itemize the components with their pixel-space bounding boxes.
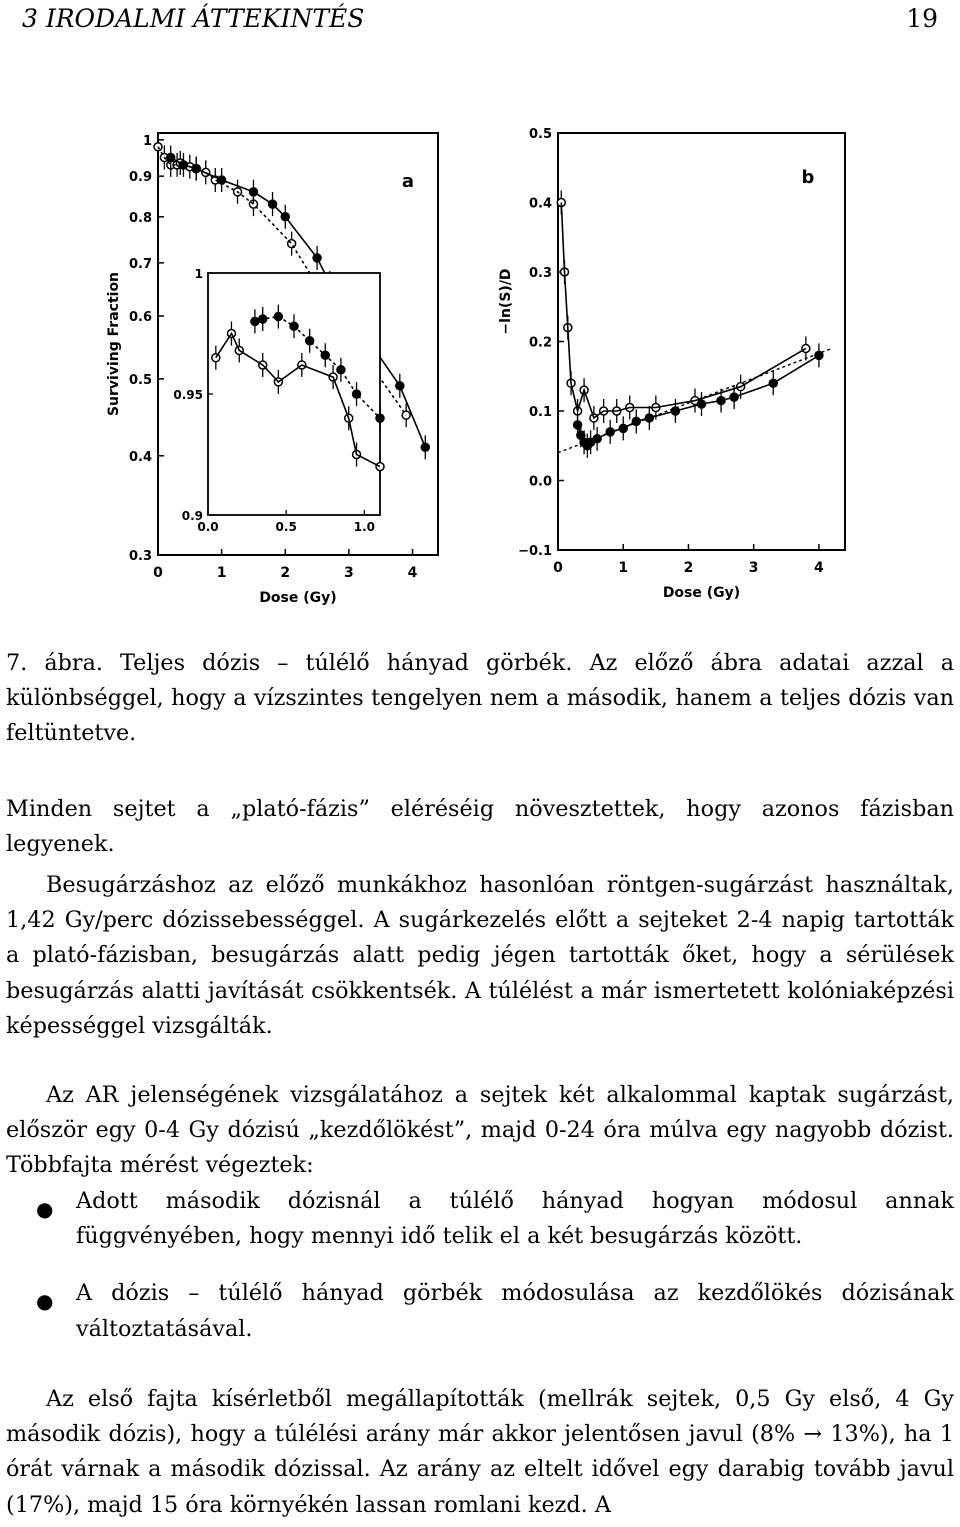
y-tick-label: 0.6 bbox=[128, 309, 152, 325]
y-axis-label: −ln(S)/D bbox=[498, 268, 514, 335]
y-tick-label: 0.3 bbox=[128, 549, 152, 564]
x-tick-label: 1 bbox=[216, 565, 227, 581]
running-head bbox=[22, 4, 938, 38]
y-axis-label: Surviving Fraction bbox=[106, 271, 122, 417]
y-tick-label: 1 bbox=[142, 133, 152, 149]
y-tick-label: 0.8 bbox=[128, 210, 152, 226]
bullet-list bbox=[6, 1184, 954, 1369]
series-filled-point bbox=[815, 351, 823, 359]
x-tick-label: 0 bbox=[553, 560, 563, 576]
series-open-point bbox=[154, 143, 162, 151]
inset-y-tick-label: 0.95 bbox=[173, 388, 203, 402]
series-open-point bbox=[288, 240, 296, 248]
bullet-icon: ● bbox=[36, 1289, 54, 1314]
y-tick-label: 0.1 bbox=[528, 405, 552, 420]
x-axis-label: Dose (Gy) bbox=[259, 590, 337, 606]
page-number: 19 bbox=[906, 4, 938, 33]
panel-label: a bbox=[401, 171, 415, 192]
y-tick-label: 0.4 bbox=[528, 196, 552, 212]
x-tick-label: 1 bbox=[618, 560, 629, 576]
figure-caption bbox=[6, 646, 954, 752]
paragraph-text: Minden sejtet a „plató-fázis” eléréséig növesztettek, hogy azonos fázisban legyenek. bbox=[6, 796, 954, 858]
inset-x-tick-label: 0.5 bbox=[275, 520, 297, 534]
x-tick-label: 2 bbox=[683, 560, 694, 576]
inset-y-tick-label: 1 bbox=[194, 267, 203, 281]
bullet-item bbox=[6, 1276, 954, 1346]
chart-a bbox=[100, 115, 450, 615]
y-tick-label: 0.7 bbox=[128, 256, 152, 272]
x-tick-label: 2 bbox=[280, 565, 291, 581]
bullet-icon: ● bbox=[36, 1197, 54, 1221]
paragraph bbox=[6, 1078, 954, 1184]
paragraph-text: Az első fajta kísérletből megállapították (mellrák sejtek, 0,5 Gy első, 4 Gy második dózis), hogy a túlélési arány már akkor jelentősen javul (8% → 13%), ha 1 órát várnak a második dózissal. Az arány az eltelt idővel egy darabig tovább javul (17%), majd 15 óra környékén lassan romlani kezd. A bbox=[6, 1386, 954, 1518]
paragraph bbox=[6, 1382, 954, 1523]
x-tick-label: 0 bbox=[153, 565, 163, 581]
paragraph bbox=[6, 868, 954, 1044]
x-tick-label: 4 bbox=[407, 565, 418, 581]
inset-y-tick-label: 0.9 bbox=[181, 509, 203, 523]
chapter-title: 3 IRODALMI ÁTTEKINTÉS bbox=[22, 4, 365, 33]
bullet-text: A dózis – túlélő hányad görbék módosulása az kezdőlökés dózisának változtatásával. bbox=[76, 1280, 954, 1342]
y-tick-label: 0.0 bbox=[528, 474, 552, 490]
y-tick-label: 0.4 bbox=[128, 449, 152, 465]
y-tick-label: 0.9 bbox=[128, 170, 152, 186]
y-tick-label: 0.5 bbox=[528, 127, 552, 142]
figure-caption-text: 7. ábra. Teljes dózis – túlélő hányad görbék. Az előző ábra adatai azzal a különbséggel, hogy a vízszintes tengelyen nem a második, hanem a teljes dózis van feltüntetve. bbox=[6, 650, 954, 747]
panel-label: b bbox=[801, 167, 815, 188]
x-axis-label: Dose (Gy) bbox=[662, 585, 741, 601]
paragraph bbox=[6, 792, 954, 862]
plot-frame bbox=[558, 133, 845, 550]
paragraph-text: Az AR jelenségének vizsgálatához a sejtek két alkalommal kaptak sugárzást, először egy 0-4 Gy dózisú „kezdőlökést”, majd 0-24 óra múlva egy nagyobb dózist. Többfajta mérést végeztek: bbox=[6, 1082, 954, 1179]
chart-b bbox=[490, 115, 860, 615]
x-tick-label: 3 bbox=[344, 565, 354, 581]
y-tick-label: 0.5 bbox=[128, 372, 152, 388]
y-tick-label: 0.2 bbox=[528, 335, 552, 351]
y-tick-label: −0.1 bbox=[518, 544, 552, 559]
inset-x-tick-label: 1.0 bbox=[353, 520, 375, 534]
x-tick-label: 3 bbox=[748, 560, 759, 576]
bullet-text: Adott második dózisnál a túlélő hányad hogyan módosul annak függvényében, hogy mennyi idő telik el a két besugárzás között. bbox=[76, 1188, 954, 1250]
paragraph-text: Besugárzáshoz az előző munkákhoz hasonlóan röntgen-sugárzást használtak, 1,42 Gy/perc dózissebességgel. A sugárkezelés előtt a sejteket 2-4 napig tartották a plató-fázisban, besugárzás alatt pedig jégen tartották őket, hogy a sérülések besugárzás alatti javítását csökkentsék. A túlélést a már ismertetett kolóniaképzési képességgel vizsgálták. bbox=[6, 872, 954, 1039]
x-tick-label: 4 bbox=[814, 560, 824, 576]
y-tick-label: 0.3 bbox=[528, 266, 552, 281]
inset-x-tick-label: 0.0 bbox=[197, 520, 219, 534]
bullet-item bbox=[6, 1184, 954, 1254]
